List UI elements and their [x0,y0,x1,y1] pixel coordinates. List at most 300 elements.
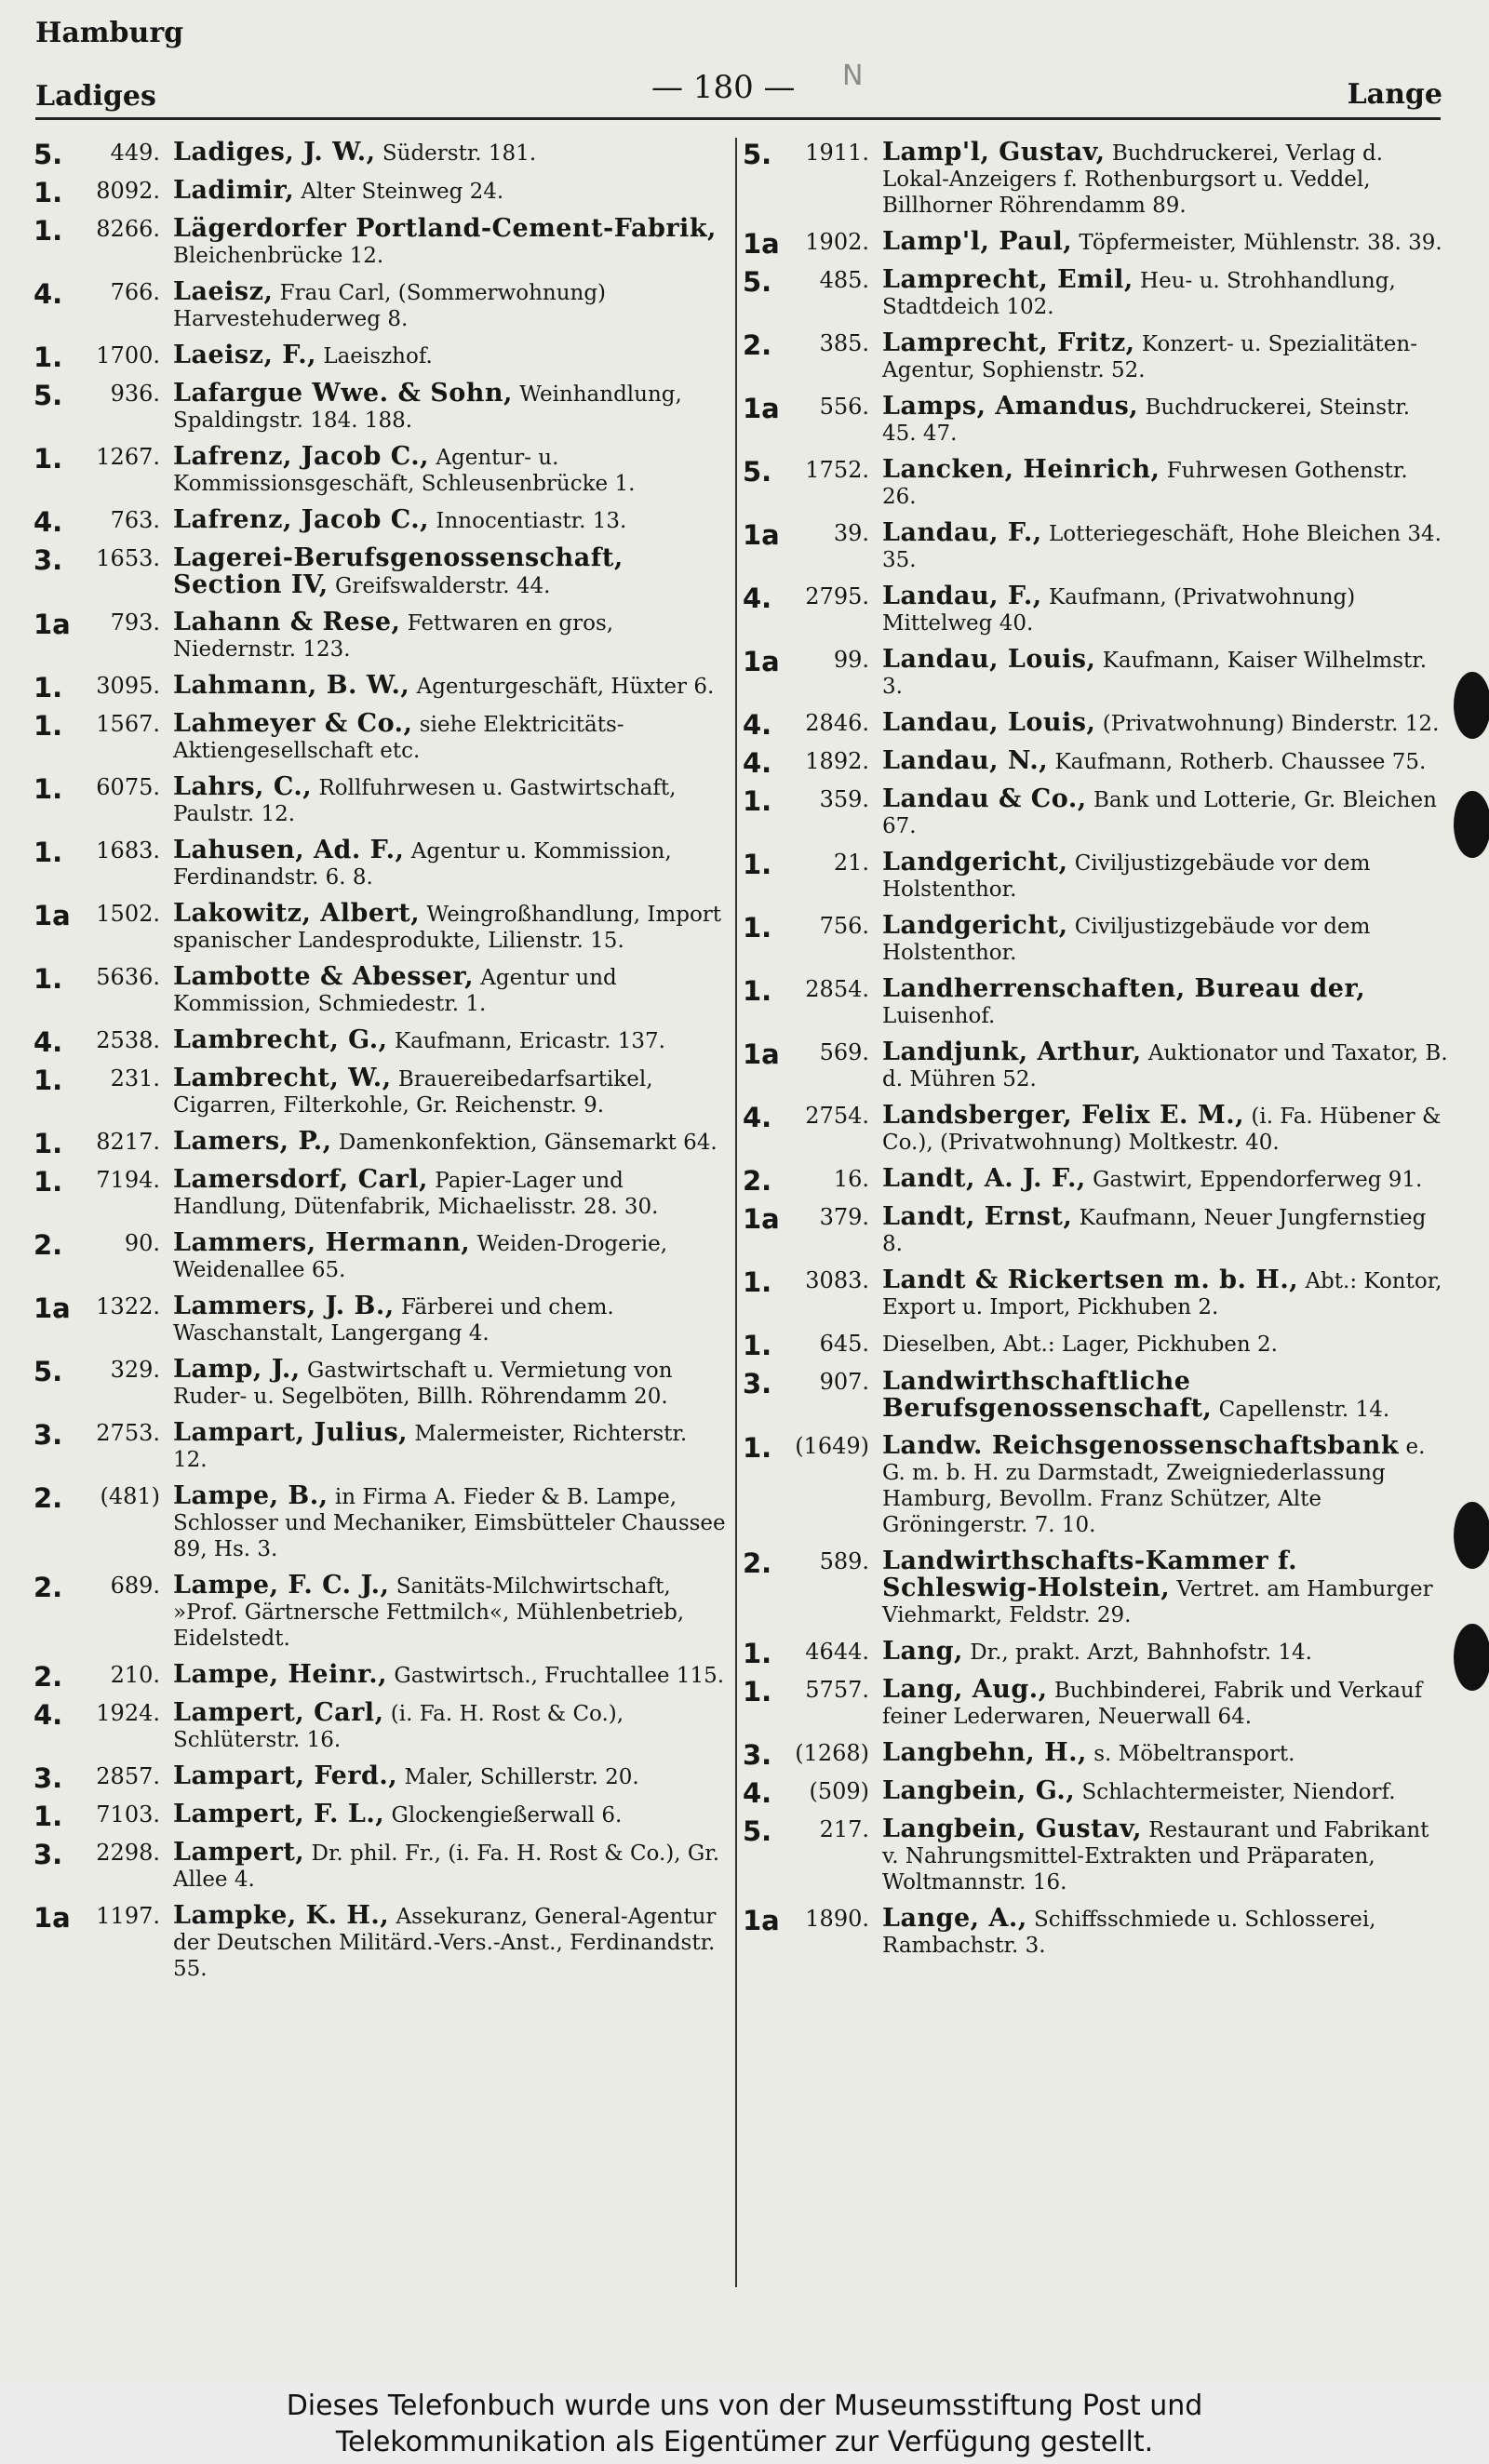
subscriber-details: e. G. m. b. H. zu Darmstadt, Zweigniederlassung Hamburg, Bevollm. Franz Schützer, Alte Gröningerstr. 7. 10. [882,1435,1426,1537]
exchange-code: 3. [743,1368,772,1399]
directory-entry [34,1660,728,1693]
subscriber-name: Lammers, J. B., [173,1292,395,1320]
phone-number: 1502. [96,901,160,927]
subscriber-details: Sanitäts-Milchwirtschaft, »Prof. Gärtnersche Fettmilch«, Mühlenbetrieb, Eidelstedt. [173,1574,685,1651]
subscriber-details: Dr., prakt. Arzt, Bahnhofstr. 14. [970,1640,1312,1665]
exchange-code: 1a [743,646,780,677]
header-left-catchword: Ladiges [35,80,156,113]
entry-text [882,976,1448,1029]
directory-entry [743,1776,1448,1809]
phone-number: (481) [100,1483,160,1509]
directory-entry [743,227,1448,260]
phone-number: 16. [833,1166,869,1192]
entry-text [173,507,728,534]
phone-number: 6075. [96,774,160,800]
phone-number: 8266. [96,216,160,242]
entry-text [882,1331,1448,1358]
directory-entry [743,1816,1448,1895]
phone-number: 1924. [96,1700,160,1726]
entry-text [882,786,1448,839]
phone-number: 8217. [96,1129,160,1155]
subscriber-name: Lägerdorfer Portland-Cement-Fabrik, [173,214,717,243]
phone-number: (509) [809,1778,869,1804]
exchange-code: 4. [743,747,772,779]
exchange-code: 1a [34,1902,71,1934]
subscriber-details: Luisenhof. [882,1004,996,1028]
subscriber-name: Lang, Aug., [882,1675,1048,1704]
entry-text [173,216,728,269]
subscriber-name: Langbein, Gustav, [882,1815,1142,1843]
phone-number: 210. [110,1662,160,1688]
phone-number: 1700. [96,342,160,368]
subscriber-name: Lafrenz, Jacob C., [173,505,430,534]
subscriber-details: Buchdruckerei, Verlag d. Lokal-Anzeigers f. Rothenburgsort u. Veddel, Billhorner Röhrendamm 89. [882,141,1384,218]
entry-text [882,1267,1448,1320]
phone-number: 2753. [96,1420,160,1446]
subscriber-details: Schiffsschmiede u. Schlosserei, Rambachstr. 3. [882,1908,1376,1958]
exchange-code: 4. [743,1777,772,1809]
subscriber-details: Weinhandlung, Spaldingstr. 184. 188. [173,382,682,433]
subscriber-details: Agentur und Kommission, Schmiedestr. 1. [173,966,617,1016]
subscriber-name: Lampe, B., [173,1481,329,1510]
phone-number: 3083. [805,1267,869,1293]
subscriber-details: Laeiszhof. [323,344,433,368]
phone-number: 217. [819,1816,869,1842]
subscriber-name: Lampke, K. H., [173,1901,390,1930]
subscriber-details: Auktionator und Taxator, B. d. Mühren 52. [882,1041,1448,1091]
entry-text [173,342,728,369]
directory-entry [34,837,728,891]
phone-number: (1268) [795,1740,869,1766]
exchange-code: 2. [34,1572,63,1603]
directory-entry [34,1357,728,1410]
exchange-code: 4. [34,1026,63,1058]
entry-text [173,673,728,700]
exchange-code: 1. [743,785,772,817]
directory-entry [34,1420,728,1473]
subscriber-name: Lambotte & Abesser, [173,962,474,991]
subscriber-name: Lange, A., [882,1904,1027,1933]
subscriber-details: siehe Elektricitäts-Aktiengesellschaft etc. [173,713,624,763]
directory-entry [34,1903,728,1982]
entry-text [173,1903,728,1982]
subscriber-name: Lafrenz, Jacob C., [173,442,430,471]
phone-number: 90. [124,1230,160,1256]
subscriber-details: Kaufmann, Neuer Jungfernstieg 8. [882,1206,1427,1256]
exchange-code: 1. [743,975,772,1007]
subscriber-name: Landgericht, [882,848,1068,877]
subscriber-details: Innocentiastr. 13. [436,509,627,533]
exchange-code: 1. [34,773,63,805]
subscriber-details: Konzert- u. Spezialitäten-Agentur, Sophienstr. 52. [882,332,1417,382]
phone-number: 359. [819,786,869,812]
phone-number: 936. [110,381,160,407]
directory-entry [34,774,728,827]
phone-number: 1683. [96,837,160,864]
directory-entry [743,330,1448,383]
phone-number: 449. [110,140,160,166]
subscriber-name: Landwirthschaftliche Berufsgenossenschaft, [882,1367,1213,1423]
phone-number: 2857. [96,1763,160,1789]
subscriber-details: Dieselben, Abt.: Lager, Pickhuben 2. [882,1332,1278,1357]
phone-number: 689. [110,1573,160,1599]
subscriber-name: Landsberger, Felix E. M., [882,1101,1245,1130]
subscriber-name: Ladiges, J. W., [173,138,376,167]
subscriber-details: Glockengießerwall 6. [391,1803,623,1828]
directory-entry [34,673,728,701]
entry-text [882,1204,1448,1257]
entry-text [882,913,1448,966]
exchange-code: 4. [34,1699,63,1731]
exchange-code: 1. [34,1065,63,1096]
phone-number: 1322. [96,1293,160,1319]
subscriber-name: Landt, Ernst, [882,1202,1073,1231]
phone-number: 2854. [805,976,869,1002]
entry-text [173,1167,728,1220]
entry-text [882,267,1448,320]
entry-text [173,1700,728,1753]
entry-text [173,1763,728,1790]
directory-entry [34,964,728,1017]
subscriber-name: Landt, A. J. F., [882,1164,1086,1193]
entry-text [173,545,728,599]
subscriber-details: Bank und Lotterie, Gr. Bleichen 67. [882,788,1437,838]
column-divider [735,138,737,2287]
subscriber-name: Lambrecht, G., [173,1025,388,1054]
exchange-code: 3. [34,544,63,576]
directory-entry [34,1800,728,1832]
subscriber-name: Landgericht, [882,911,1068,940]
subscriber-name: Lamers, P., [173,1127,332,1156]
directory-entry [34,279,728,332]
subscriber-details: Färberei und chem. Waschanstalt, Langergang 4. [173,1295,614,1346]
entry-text [882,1166,1448,1193]
subscriber-name: Lampart, Julius, [173,1418,409,1447]
subscriber-name: Lamersdorf, Carl, [173,1165,428,1194]
directory-entry [743,457,1448,510]
right-column [743,140,1448,1969]
directory-entry [743,913,1448,966]
phone-number: 485. [819,267,869,293]
directory-entry [34,1293,728,1346]
subscriber-details: Greifswalderstr. 44. [334,574,551,598]
phone-number: 4644. [805,1639,869,1665]
subscriber-name: Lamp'l, Paul, [882,227,1073,256]
phone-number: 379. [819,1204,869,1230]
entry-text [882,647,1448,700]
entry-text [173,1357,728,1410]
phone-number: 556. [819,394,869,420]
exchange-code: 1a [34,900,71,931]
subscriber-name: Langbehn, H., [882,1738,1087,1767]
subscriber-details: Töpfermeister, Mühlenstr. 38. 39. [1079,231,1442,255]
subscriber-details: Buchdruckerei, Steinstr. 45. 47. [882,395,1411,446]
directory-entry [34,1230,728,1283]
entry-text [882,1103,1448,1156]
exchange-code: 1. [34,215,63,247]
binding-hole [1454,1624,1489,1691]
phone-number: 2846. [805,710,869,736]
subscriber-details: Süderstr. 181. [382,141,537,166]
subscriber-details: Abt.: Kontor, Export u. Import, Pickhuben 2. [882,1269,1442,1319]
subscriber-name: Lamprecht, Emil, [882,265,1134,294]
subscriber-details: in Firma A. Fieder & B. Lampe, Schlosser und Mechaniker, Eimsbütteler Chaussee 89, Hs. 3. [173,1485,726,1561]
subscriber-details: Fettwaren en gros, Niedernstr. 123. [173,611,614,662]
phone-number: 3095. [96,673,160,699]
exchange-code: 5. [743,139,772,170]
entry-text [882,1548,1448,1628]
subscriber-name: Lampe, Heinr., [173,1660,388,1689]
subscriber-name: Lampert, F. L., [173,1800,385,1828]
directory-entry [34,138,728,170]
subscriber-details: Dr. phil. Fr., (i. Fa. H. Rost & Co.), Gr. Allee 4. [173,1841,720,1892]
entry-text [173,1230,728,1283]
entry-text [173,1065,728,1118]
phone-number: 1752. [805,457,869,483]
phone-number: 1567. [96,711,160,737]
subscriber-name: Landw. Reichsgenossenschaftsbank [882,1431,1400,1460]
exchange-code: 3. [743,1739,772,1771]
subscriber-name: Ladimir, [173,176,295,205]
phone-number: 645. [819,1331,869,1357]
exchange-code: 5. [743,456,772,488]
subscriber-name: Landau, Louis, [882,645,1096,674]
directory-entry [743,1267,1448,1320]
entry-text [882,1639,1448,1666]
subscriber-name: Lambrecht, W., [173,1064,392,1092]
entry-text [882,1778,1448,1805]
exchange-code: 3. [34,1419,63,1451]
subscriber-details: Agenturgeschäft, Hüxter 6. [416,675,715,699]
entry-text [882,457,1448,510]
exchange-code: 1. [743,912,772,944]
subscriber-details: Gastwirtsch., Fruchtallee 115. [394,1664,725,1688]
directory-entry [743,1331,1448,1359]
exchange-code: 1. [743,1432,772,1464]
exchange-code: 1. [34,177,63,208]
entry-text [173,609,728,663]
directory-entry [34,1483,728,1562]
exchange-code: 3. [34,1762,63,1794]
subscriber-name: Lakowitz, Albert, [173,899,421,928]
directory-entry [743,1103,1448,1156]
phone-number: 766. [110,279,160,305]
exchange-code: 4. [34,506,63,538]
exchange-code: 5. [34,380,63,411]
subscriber-details: Assekuranz, General-Agentur der Deutschen Militärd.-Vers.-Anst., Ferdinandstr. 55. [173,1905,717,1981]
entry-text [882,1906,1448,1959]
subscriber-details: (i. Fa. Hübener & Co.), (Privatwohnung) Moltkestr. 40. [882,1105,1442,1155]
subscriber-name: Lancken, Heinrich, [882,455,1160,484]
exchange-code: 4. [743,583,772,614]
subscriber-details: Rollfuhrwesen u. Gastwirtschaft, Paulstr. 12. [173,776,677,826]
pencil-mark: N [842,60,864,92]
entry-text [173,444,728,497]
directory-entry [743,647,1448,700]
subscriber-details: Kaufmann, Kaiser Wilhelmstr. 3. [882,649,1428,699]
subscriber-name: Landau & Co., [882,784,1087,813]
directory-entry [743,1738,1448,1771]
entry-text [882,140,1448,219]
entry-text [882,1816,1448,1895]
entry-text [173,837,728,891]
entry-text [173,774,728,827]
subscriber-details: Capellenstr. 14. [1218,1398,1390,1422]
footer-notice [0,2382,1489,2464]
header-right-catchword: Lange [1347,78,1442,111]
subscriber-name: Landjunk, Arthur, [882,1038,1142,1066]
directory-entry [34,216,728,269]
subscriber-details: Damenkonfektion, Gänsemarkt 64. [338,1131,718,1155]
directory-entry [34,1700,728,1753]
phone-number: 1197. [96,1903,160,1929]
subscriber-name: Landau, N., [882,746,1049,775]
exchange-code: 1a [34,609,71,640]
subscriber-name: Lafargue Wwe. & Sohn, [173,379,513,408]
entry-text [882,520,1448,573]
exchange-code: 2. [743,329,772,361]
directory-entry [34,545,728,599]
exchange-code: 1. [743,1676,772,1707]
exchange-code: 1. [34,443,63,475]
subscriber-details: (i. Fa. H. Rost & Co.), Schlüterstr. 16. [173,1702,624,1752]
directory-entry [743,267,1448,320]
subscriber-details: Agentur u. Kommission, Ferdinandstr. 6. 8. [173,839,672,890]
subscriber-name: Lahusen, Ad. F., [173,836,405,864]
directory-entry [34,341,728,373]
directory-entry [34,711,728,764]
directory-entry [743,850,1448,903]
directory-entry [34,609,728,663]
exchange-code: 5. [34,139,63,170]
subscriber-details: Maler, Schillerstr. 20. [404,1765,639,1789]
phone-number: 5757. [805,1677,869,1703]
entry-text [173,1293,728,1346]
exchange-code: 1. [34,837,63,868]
entry-text [173,1573,728,1652]
exchange-code: 2. [743,1165,772,1197]
footer-line: Dieses Telefonbuch wurde uns von der Museumsstiftung Post und [286,2390,1203,2422]
subscriber-name: Landau, Louis, [882,708,1096,737]
phone-number: 756. [819,913,869,939]
entry-text [882,229,1448,256]
exchange-code: 3. [34,1839,63,1870]
subscriber-details: Brauereibedarfsartikel, Cigarren, Filterkohle, Gr. Reichenstr. 9. [173,1067,653,1118]
subscriber-details: Bleichenbrücke 12. [173,244,384,268]
subscriber-details: Kaufmann, Ericastr. 137. [394,1029,665,1053]
subscriber-details: Gastwirt, Eppendorferweg 91. [1093,1168,1423,1192]
subscriber-name: Lahann & Rese, [173,608,401,636]
subscriber-details: (Privatwohnung) Binderstr. 12. [1102,712,1440,736]
directory-entry [34,1573,728,1652]
entry-text [173,1662,728,1689]
subscriber-name: Lampert, [173,1838,305,1867]
subscriber-name: Langbein, G., [882,1776,1076,1805]
entry-text [173,381,728,434]
subscriber-details: Weiden-Drogerie, Weidenallee 65. [173,1232,668,1282]
phone-number: (1649) [795,1433,869,1459]
subscriber-details: s. Möbeltransport. [1093,1742,1295,1766]
directory-entry [743,583,1448,636]
phone-number: 99. [833,647,869,673]
directory-entry [34,1065,728,1118]
header-rule [35,117,1441,120]
directory-entry [743,746,1448,779]
subscriber-details: Kaufmann, Rotherb. Chaussee 75. [1054,750,1427,774]
entry-text [882,394,1448,447]
subscriber-details: Restaurant und Fabrikant v. Nahrungsmittel-Extrakten und Präparaten, Woltmannstr. 16. [882,1818,1429,1895]
exchange-code: 1. [34,341,63,373]
exchange-code: 1. [34,963,63,995]
subscriber-name: Lamp, J., [173,1355,301,1384]
directory-entry [743,1039,1448,1092]
directory-entry [743,520,1448,573]
entry-text [173,711,728,764]
entry-text [173,1027,728,1054]
left-column [34,140,728,1992]
subscriber-details: Kaufmann, (Privatwohnung) Mittelweg 40. [882,585,1356,636]
entry-text [173,1129,728,1156]
subscriber-name: Lammers, Hermann, [173,1228,471,1257]
entry-text [882,850,1448,903]
directory-entry [743,1906,1448,1959]
subscriber-details: Vertret. am Hamburger Viehmarkt, Feldstr. 29. [882,1577,1433,1627]
subscriber-name: Laeisz, F., [173,341,316,369]
directory-entry [743,708,1448,741]
subscriber-details: Frau Carl, (Sommerwohnung) Harvestehuderweg 8. [173,281,607,331]
phone-number: 385. [819,330,869,356]
directory-entry [34,1167,728,1220]
phone-number: 7194. [96,1167,160,1193]
entry-text [173,1420,728,1473]
exchange-code: 5. [34,1356,63,1387]
exchange-code: 2. [34,1661,63,1693]
binding-hole [1454,791,1489,858]
phone-number: 2795. [805,583,869,609]
entry-text [173,1483,728,1562]
subscriber-name: Lahrs, C., [173,772,313,801]
entry-text [882,748,1448,775]
subscriber-details: Heu- u. Strohhandlung, Stadtdeich 102. [882,269,1396,319]
phone-number: 589. [819,1548,869,1574]
directory-entry [34,178,728,206]
phone-number: 569. [819,1039,869,1065]
subscriber-details: Weingroßhandlung, Import spanischer Landesprodukte, Lilienstr. 15. [173,903,722,953]
entry-text [882,330,1448,383]
subscriber-name: Lamp'l, Gustav, [882,138,1106,167]
phone-number: 1902. [805,229,869,255]
subscriber-name: Lampe, F. C. J., [173,1571,390,1600]
binding-hole [1454,1502,1489,1569]
entry-text [173,140,728,167]
directory-entry [743,1548,1448,1628]
entry-text [882,1433,1448,1538]
exchange-code: 1a [34,1292,71,1324]
exchange-code: 4. [743,1102,772,1133]
exchange-code: 1a [743,1038,780,1070]
subscriber-details: Gastwirtschaft u. Vermietung von Ruder- u. Segelböten, Billh. Röhrendamm 20. [173,1359,673,1409]
subscriber-details: Civiljustizgebäude vor dem Holstenthor. [882,915,1371,965]
entry-text [173,964,728,1017]
header-city: Hamburg [35,17,184,49]
entry-text [882,1039,1448,1092]
phone-number: 2298. [96,1840,160,1866]
subscriber-details: Fuhrwesen Gothenstr. 26. [882,459,1408,509]
directory-entry [34,1025,728,1058]
directory-entry [743,1164,1448,1197]
phone-number: 231. [110,1065,160,1091]
subscriber-name: Lamprecht, Fritz, [882,328,1135,357]
